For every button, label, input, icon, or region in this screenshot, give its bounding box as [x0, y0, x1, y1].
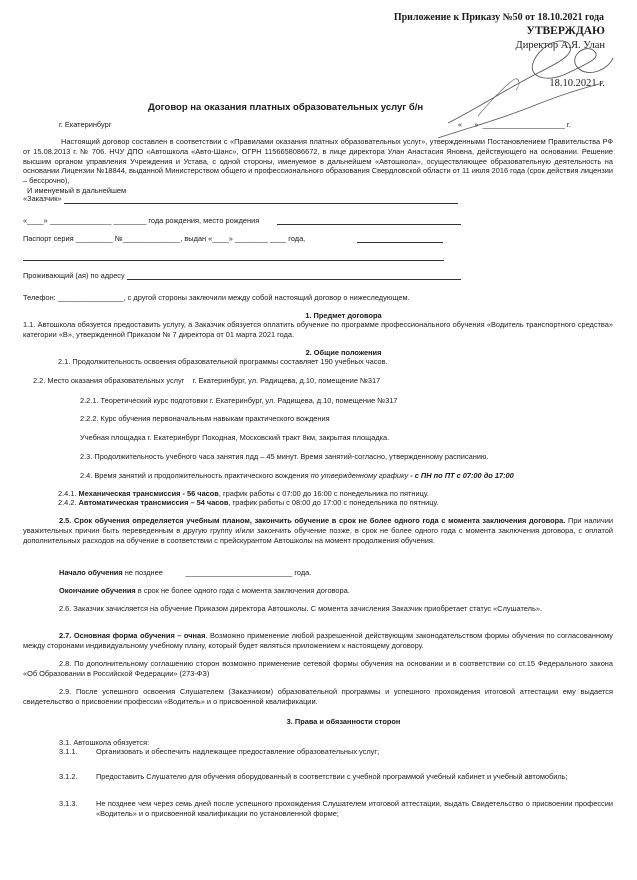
- approve-stamp: УТВЕРЖДАЮ: [526, 25, 605, 37]
- clause-2-9: 2.9. После успешного освоения Слушателем (Заказчиком) образовательной программы и успешного прохождения итоговой аттестации ему выдается свидетельство о присвоении профессии «Водитель» и о присвоенной квалификации.: [23, 687, 613, 706]
- customer-label: «Заказчик»: [23, 194, 62, 203]
- start-of-study: Начало обучения не позднее __________________________ года.: [59, 568, 312, 577]
- birthplace-line: [277, 224, 461, 225]
- clause-2-7: 2.7. Основная форма обучения – очная. Возможно применение любой разрешенной действующим законодательством формы обучения по согласованному между сторонами индивидуальному учебному плану, который будет являться приложением к настоящему договору.: [23, 631, 613, 650]
- phone-row: Телефон: ________________, с другой стороны заключили между собой настоящий договор о нижеследующем.: [23, 293, 410, 302]
- director-line: Директор А.Я. Улан: [515, 40, 605, 51]
- appendix-line: Приложение к Приказу №50 от 18.10.2021 года: [393, 12, 604, 23]
- clause-2-5: 2.5. Срок обучения определяется учебным планом, закончить обучение в срок не более одного года с момента заключения договора. При наличии уважительных причин быть переведенным в другую группу и/или закончить обучение позже, в срок не более одного года с момента заключения договора, с оплатой дополнительных расходов на обучение в соответствии с прейскурантом Автошколы на момент продолжения обучения.: [23, 516, 613, 545]
- clause-3-1-3-text: Не позднее чем через семь дней после успешного прохождения Слушателем итоговой аттестации, выдать Свидетельство о присвоении профессии «Водитель» и о присвоенной квалификации по установленной форме;: [96, 799, 613, 818]
- clause-2-2-2: 2.2.2. Курс обучения первоначальным навыкам практического вождения: [80, 414, 330, 423]
- clause-2-4: 2.4. Время занятий и продолжительность практического вождения по утвержденному графику - с ПН по ПТ с 07:00 до 17:00: [80, 471, 514, 480]
- customer-intro: И именуемый в дальнейшем: [27, 186, 127, 195]
- passport-extra-line: [23, 260, 444, 261]
- clause-2-8: 2.8. По дополнительному соглашению сторон возможно применение сетевой формы обучения на основании и в соответствии со ст.15 Федерального закона «Об Образовании в Российской Федерации» (273-ФЗ): [23, 659, 613, 678]
- clause-2-2-2-site: Учебная площадка г. Екатеринбург Походная, Московский тракт 8км, закрытая площадка.: [80, 433, 390, 442]
- clause-3-1-3-num: 3.1.3.: [59, 799, 78, 808]
- preamble-text: Настоящий договор составлен в соответствии с «Правилами оказания платных образовательных услуг», утвержденными Постановлением Правительства РФ от 15.08.2013 г. № 706. НЧУ ДПО «Автошкола «Авто-Шанс», ОГРН 1156658086672, в лице директора Улан Анастасия Яновна, действующего на основании. Решение высшим органом управления Учреждения и Устава, с одной стороны, именуемое в дальнейшем «Автошкола», осуществляющее образовательную деятельность на основании Лицензии №18844, выданной Министерством общего и профессионального образования Свердловской области от 11 июля 2016 года (срок действия лицензии – бессрочно),: [23, 137, 613, 186]
- passport-issuer-line: [357, 242, 443, 243]
- customer-name-line: [64, 203, 458, 204]
- clause-2-4-2: 2.4.2. Автоматическая трансмиссия – 54 часов, график работы с 08:00 до 17:00 с понедельника по пятницу.: [58, 498, 439, 507]
- section-1-text: 1.1. Автошкола обязуется предоставить услугу, а Заказчик обязуется оплатить обучение по программе профессионального обучения «Водитель транспортного средства» категории «В», утвержденной Приказом № 7 директора от 01 марта 2021 года.: [23, 320, 613, 339]
- clause-2-3: 2.3. Продолжительность учебного часа занятия пдд – 45 минут. Время занятий-согласно, утвержденному расписанию.: [80, 452, 489, 461]
- clause-2-6: 2.6. Заказчик зачисляется на обучение Приказом директора Автошколы. С момента зачисления Заказчик приобретает статус «Слушатель».: [59, 604, 543, 613]
- clause-2-2: 2.2. Место оказания образовательных услуг г. Екатеринбург, ул. Радищева, д.10, помещение №317: [33, 376, 381, 385]
- passport-row: Паспорт серия _________ №______________, выдан «____» ________ ____ года,: [23, 234, 306, 243]
- clause-3-1-2-text: Предоставить Слушателю для обучения оборудованный в соответствии с учебной программой учебный кабинет и учебный автомобиль;: [96, 772, 568, 781]
- clause-2-1: 2.1. Продолжительность освоения образовательной программы составляет 190 учебных часов.: [58, 357, 388, 366]
- city-label: г. Екатеринбург: [59, 120, 112, 129]
- clause-3-1-2-num: 3.1.2.: [59, 772, 78, 781]
- section-3-heading: 3. Права и обязанности сторон: [286, 717, 401, 726]
- residence-line: [127, 279, 461, 280]
- document-title: Договор на оказания платных образовательных услуг б/н: [148, 102, 424, 113]
- clause-3-1-1-text: Организовать и обеспечить надлежащее предоставление образовательных услуг;: [96, 747, 380, 756]
- birth-row: «____» _______________ ________ года рождения, место рождения: [23, 216, 260, 225]
- section-1-heading: 1. Предмет договора: [305, 311, 382, 320]
- approval-date: 18.10.2021 г.: [549, 78, 605, 89]
- end-of-study: Окончание обучения в срок не более одного года с момента заключения договора.: [59, 586, 350, 595]
- clause-2-4-1: 2.4.1. Механическая трансмиссия - 56 часов, график работы с 07:00 до 16:00 с понедельника по пятницу.: [58, 489, 429, 498]
- residence-label: Проживающий (ая) по адресу: [23, 271, 125, 280]
- clause-2-2-1: 2.2.1. Теоретический курс подготовки г. Екатеринбург, ул. Радищева, д.10, помещение №317: [80, 396, 398, 405]
- clause-3-1-1-num: 3.1.1.: [59, 747, 78, 756]
- section-2-heading: 2. Общие положения: [305, 348, 382, 357]
- contract-date-field: « » ____________________ г.: [458, 120, 571, 129]
- clause-3-1: 3.1. Автошкола обязуется:: [59, 738, 150, 747]
